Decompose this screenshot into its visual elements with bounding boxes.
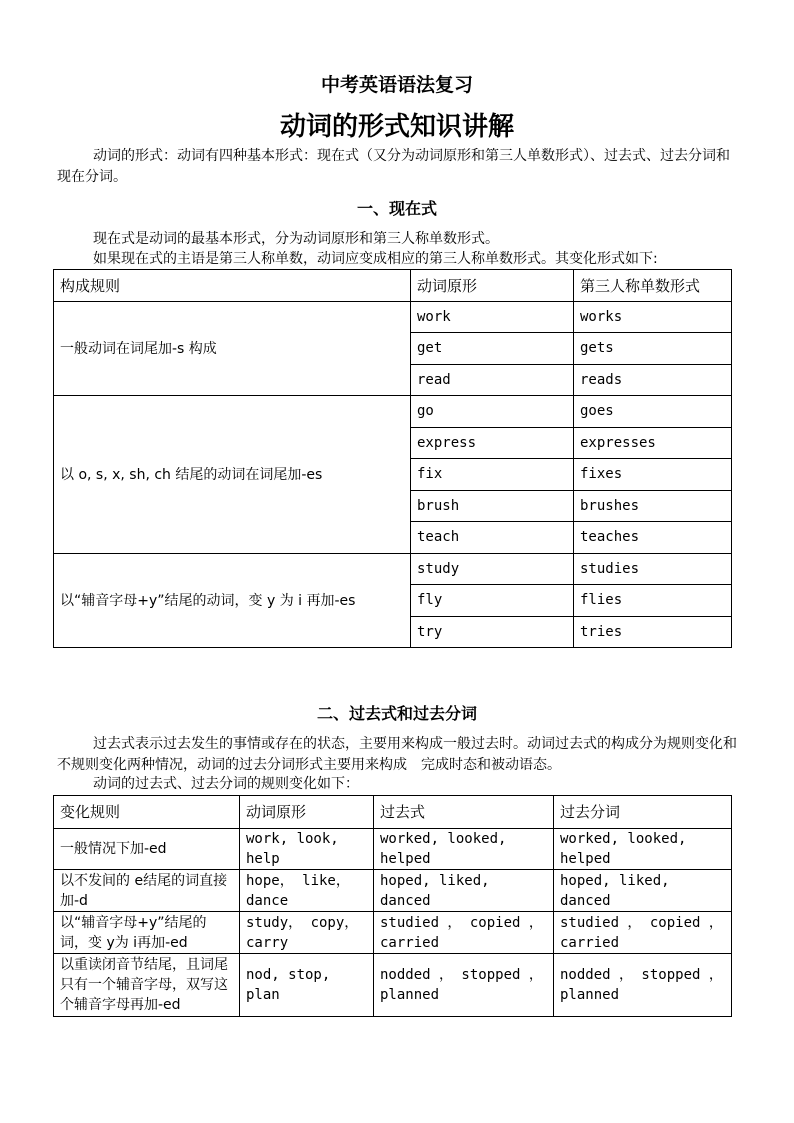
section-2-heading: 二、过去式和过去分词 [316, 704, 477, 723]
base-form-cell: study， copy， carry [240, 912, 374, 954]
third-person-cell: studies [574, 553, 732, 585]
header-cell: 第三人称单数形式 [574, 270, 732, 302]
intro-paragraph: 动词的形式：动词有四种基本形式：现在式（又分为动词原形和第三人单数形式）、过去式、过去分词和现在分词。 [57, 148, 730, 185]
base-form-cell: go [411, 396, 574, 428]
rule-cell: 以重读闭音节结尾，且词尾只有一个辅音字母，双写这个辅音字母再加-ed [54, 954, 240, 1017]
third-person-cell: tries [574, 616, 732, 648]
document-subject-title: 中考英语语法复习 [320, 74, 473, 96]
table-row [54, 301, 732, 333]
header-cell: 动词原形 [240, 796, 374, 829]
past-participle-cell: hoped, liked, danced [554, 870, 732, 912]
third-person-cell: gets [574, 333, 732, 365]
rule-cell: 以不发间的 e结尾的词直接加-d [54, 870, 240, 912]
base-form-cell: try [411, 616, 574, 648]
table-row [54, 912, 732, 954]
past-tense-cell: studied ， copied ， carried [374, 912, 554, 954]
past-participle-cell: worked, looked, helped [554, 829, 732, 870]
past-tense-cell: worked, looked, helped [374, 829, 554, 870]
third-person-cell: brushes [574, 490, 732, 522]
base-form-cell: get [411, 333, 574, 365]
third-person-cell: expresses [574, 427, 732, 459]
rule-cell: 以“辅音字母+y”结尾的动词，变 y 为 i 再加-es [54, 553, 411, 648]
header-cell: 过去分词 [554, 796, 732, 829]
table-row [54, 396, 732, 428]
section-2-paragraph-1: 过去式表示过去发生的事情或存在的状态，主要用来构成一般过去时。动词过去式的构成分为规则变化和不规则变化两种情况，动词的过去分词形式主要用来构成 完成时态和被动语态。 [57, 736, 737, 773]
past-tense-cell: hoped, liked, danced [374, 870, 554, 912]
rule-cell: 以 o, s, x, sh, ch 结尾的动词在词尾加-es [54, 396, 411, 554]
section-1-paragraph-1: 现在式是动词的最基本形式，分为动词原形和第三人称单数形式。 [93, 231, 499, 247]
base-form-cell: work, look, help [240, 829, 374, 870]
table-header-row [54, 796, 732, 829]
base-form-cell: teach [411, 522, 574, 554]
header-cell: 构成规则 [54, 270, 411, 302]
base-form-cell: work [411, 301, 574, 333]
base-form-cell: nod, stop, plan [240, 954, 374, 1017]
third-person-cell: reads [574, 364, 732, 396]
table-row [54, 829, 732, 870]
base-form-cell: fix [411, 459, 574, 491]
third-person-cell: teaches [574, 522, 732, 554]
third-person-cell: works [574, 301, 732, 333]
section-2-paragraph-2: 动词的过去式、过去分词的规则变化如下： [93, 776, 359, 792]
past-participle-cell: nodded ， stopped ， planned [554, 954, 732, 1017]
third-person-cell: flies [574, 585, 732, 617]
base-form-cell: express [411, 427, 574, 459]
section-1-heading: 一、现在式 [356, 199, 437, 218]
past-tense-cell: nodded ， stopped ， planned [374, 954, 554, 1017]
header-cell: 变化规则 [54, 796, 240, 829]
rule-cell: 一般动词在词尾加-s 构成 [54, 301, 411, 396]
past-form-table [53, 795, 732, 1017]
third-person-cell: fixes [574, 459, 732, 491]
table-row [54, 553, 732, 585]
base-form-cell: study [411, 553, 574, 585]
rule-cell: 以“辅音字母+y”结尾的词，变 y为 i再加-ed [54, 912, 240, 954]
rule-cell: 一般情况下加-ed [54, 829, 240, 870]
header-cell: 过去式 [374, 796, 554, 829]
base-form-cell: fly [411, 585, 574, 617]
third-person-cell: goes [574, 396, 732, 428]
table-row [54, 870, 732, 912]
document-main-title: 动词的形式知识讲解 [279, 112, 514, 142]
table-row [54, 954, 732, 1017]
base-form-cell: brush [411, 490, 574, 522]
base-form-cell: hope， like， dance [240, 870, 374, 912]
table-header-row [54, 270, 732, 302]
past-participle-cell: studied ， copied ， carried [554, 912, 732, 954]
present-form-table [53, 269, 732, 648]
header-cell: 动词原形 [411, 270, 574, 302]
base-form-cell: read [411, 364, 574, 396]
section-1-paragraph-2: 如果现在式的主语是第三人称单数，动词应变成相应的第三人称单数形式。其变化形式如下: [93, 251, 658, 267]
